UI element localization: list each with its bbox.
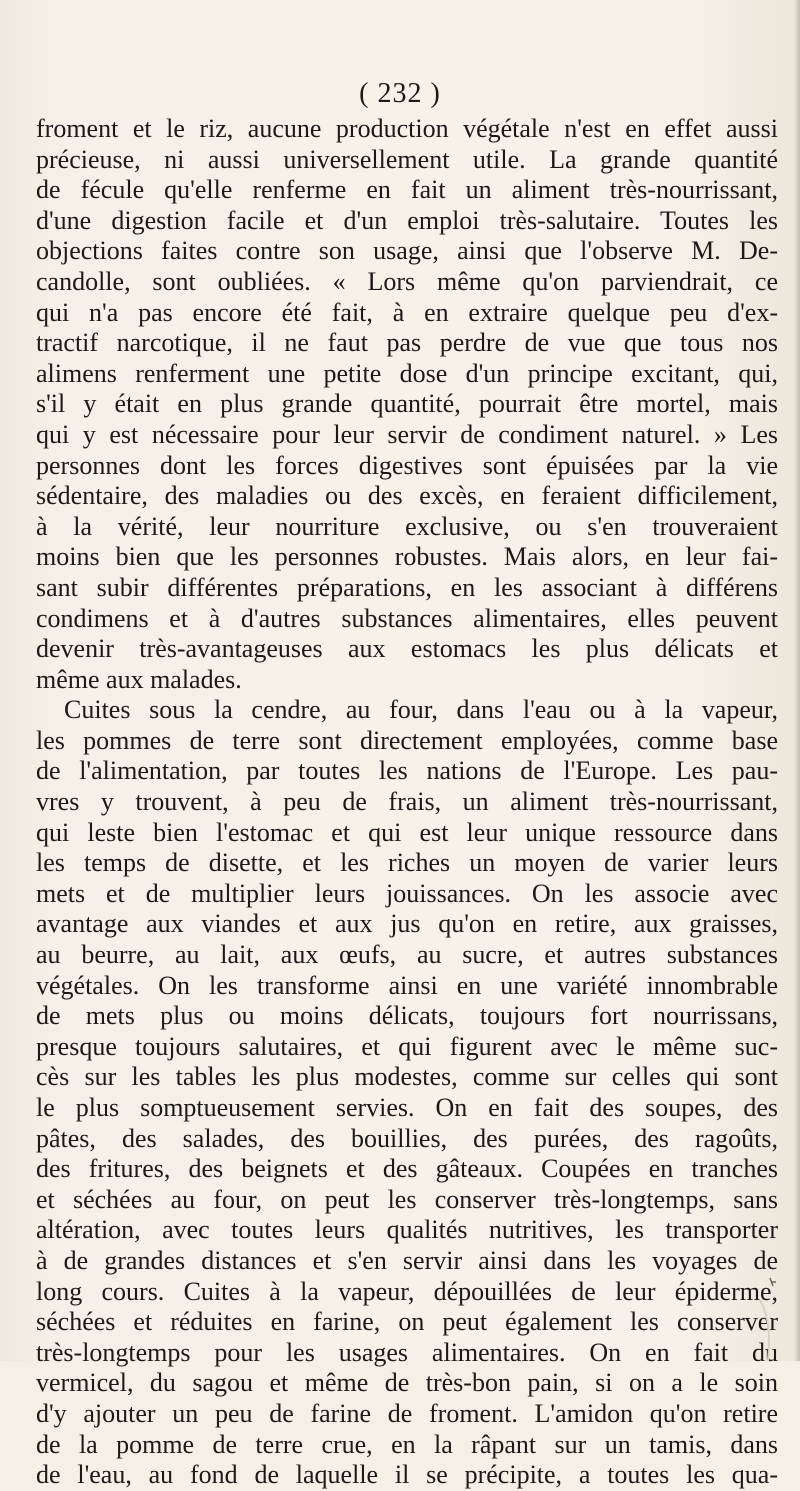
text-line: de l'alimentation, par toutes les nations de l'Europe. Les pau- <box>36 756 778 786</box>
paragraph-end-line: même aux malades. <box>36 664 242 694</box>
paragraph-start-line: Cuites sous la cendre, au four, dans l'eau ou à la vapeur, <box>64 695 778 725</box>
text-line: pâtes, des salades, des bouillies, des purées, des ragoûts, <box>36 1123 778 1153</box>
text-line: personnes dont les forces digestives sont épuisées par la vie <box>36 450 778 480</box>
text-line: d'y ajouter un peu de farine de froment. L'amidon qu'on retire <box>36 1398 778 1428</box>
text-line: à la vérité, leur nourriture exclusive, ou s'en trouveraient <box>36 511 778 541</box>
page-edge-shadow <box>794 0 800 1361</box>
text-line: et séchées au four, on peut les conserver très-longtemps, sans <box>36 1184 778 1214</box>
text-line: candolle, sont oubliées. « Lors même qu'on parviendrait, ce <box>36 266 778 296</box>
text-line: long cours. Cuites à la vapeur, dépouillées de leur épiderme, <box>36 1276 778 1306</box>
text-line: alimens renferment une petite dose d'un principe excitant, qui, <box>36 358 778 388</box>
text-line: qui y est nécessaire pour leur servir de condiment naturel. » Les <box>36 419 778 449</box>
text-line: à de grandes distances et s'en servir ainsi dans les voyages de <box>36 1245 778 1275</box>
text-line: de la pomme de terre crue, en la râpant sur un tamis, dans <box>36 1429 778 1459</box>
text-line: de fécule qu'elle renferme en fait un aliment très-nourrissant, <box>36 175 778 205</box>
text-line: cès sur les tables les plus modestes, comme sur celles qui sont <box>36 1062 778 1092</box>
text-line: mets et de multiplier leurs jouissances. On les associe avec <box>36 878 778 908</box>
text-line: tractif narcotique, il ne faut pas perdre de vue que tous nos <box>36 328 778 358</box>
text-line: avantage aux viandes et aux jus qu'on en retire, aux graisses, <box>36 909 778 939</box>
text-line: qui leste bien l'estomac et qui est leur unique ressource dans <box>36 817 778 847</box>
text-line: condimens et à d'autres substances alimentaires, elles peuvent <box>36 603 778 633</box>
page-number: ( 232 ) <box>359 78 441 109</box>
text-line: altération, avec toutes leurs qualités nutritives, les transporter <box>36 1215 778 1245</box>
text-line: précieuse, ni aussi universellement utile. La grande quantité <box>36 144 778 174</box>
text-line: vres y trouvent, à peu de frais, un aliment très-nourrissant, <box>36 787 778 817</box>
text-line: devenir très-avantageuses aux estomacs les plus délicats et <box>36 634 778 664</box>
text-line: les pommes de terre sont directement employées, comme base <box>36 725 778 755</box>
text-line: le plus somptueusement servies. On en fait des soupes, des <box>36 1093 778 1122</box>
text-line: s'il y était en plus grande quantité, pourrait être mortel, mais <box>36 389 778 419</box>
text-line: objections faites contre son usage, ainsi que l'observe M. De- <box>36 236 778 266</box>
text-line: presque toujours salutaires, et qui figurent avec le même suc- <box>36 1031 778 1061</box>
text-line: vermicel, du sagou et même de très-bon pain, si on a le soin <box>36 1368 778 1398</box>
text-line: les temps de disette, et les riches un moyen de varier leurs <box>36 848 778 878</box>
text-line: sédentaire, des maladies ou des excès, en feraient difficilement, <box>36 481 778 511</box>
text-line: très-longtemps pour les usages alimentaires. On en fait du <box>36 1337 778 1367</box>
text-line: d'une digestion facile et d'un emploi très-salutaire. Toutes les <box>36 205 778 235</box>
text-line: moins bien que les personnes robustes. Mais alors, en leur fai- <box>36 542 778 572</box>
text-line: végétales. On les transforme ainsi en une variété innombrable <box>36 970 778 1000</box>
text-line: séchées et réduites en farine, on peut également les conserver <box>36 1307 778 1337</box>
text-line: froment et le riz, aucune production végétale n'est en effet aussi <box>36 114 778 143</box>
text-line: de l'eau, au fond de laquelle il se précipite, a toutes les qua- <box>36 1460 778 1490</box>
text-line: sant subir différentes préparations, en les associant à différens <box>36 572 778 602</box>
text-line: au beurre, au lait, aux œufs, au sucre, et autres substances <box>36 940 778 970</box>
text-line: qui n'a pas encore été fait, à en extraire quelque peu d'ex- <box>36 297 778 327</box>
text-line: de mets plus ou moins délicats, toujours fort nourrissans, <box>36 1001 778 1031</box>
body-text <box>36 114 778 1491</box>
text-line: des fritures, des beignets et des gâteaux. Coupées en tranches <box>36 1154 778 1184</box>
